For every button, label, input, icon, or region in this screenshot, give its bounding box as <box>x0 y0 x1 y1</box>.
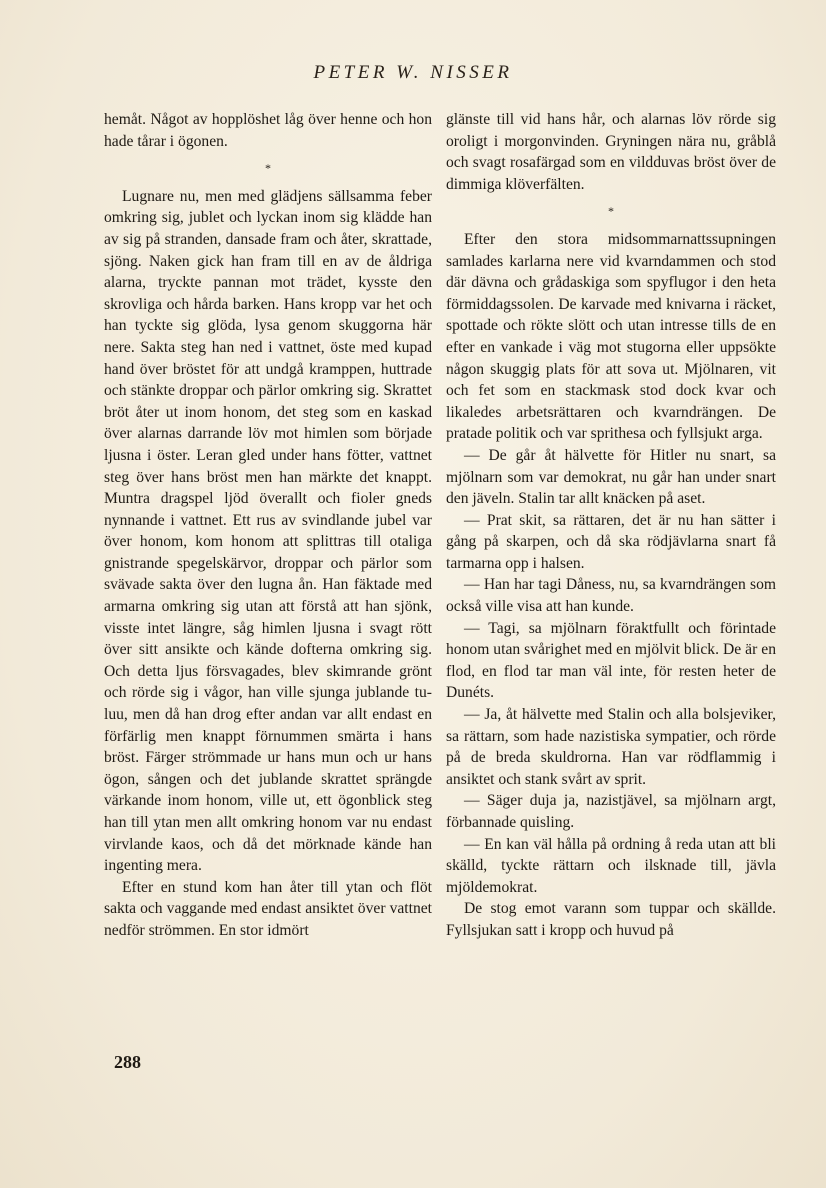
running-head-title: PETER W. NISSER <box>313 62 513 83</box>
paragraph: Efter en stund kom han åter till ytan och flöt sakta och vaggande med endast ansiktet över vattnet nedför strömmen. En stor idmört <box>104 878 432 939</box>
paragraph: De stog emot varann som tuppar och skällde. Fyllsjukan satt i kropp och huvud på <box>446 900 776 939</box>
dialogue-line: — Säger duja ja, nazistjävel, sa mjölnarn argt, förbannade quisling. <box>446 792 776 831</box>
paragraph: Efter den stora midsommarnattssupningen samlades karlarna nere vid kvarndammen och stod där dävna och grådaskiga som spyflugor i den heta förmiddagssolen. De karvade med knivarna i räcket, spottade och rökte slött och utan intresse tills de en efter en vankade i väg mot stugorna eller uppsökte någon skuggig plats för att sova ut. Mjölnaren, vit och fet som en stackmask stod dock kvar och likaledes arbetsrättaren och kvarndrängen. De pratade politik och var sprithesa och fyllsjukt arga. <box>446 230 776 443</box>
page-number: 288 <box>114 1052 141 1072</box>
dialogue-line: — En kan väl hålla på ordning å reda utan att bli skälld, tyckte rättarn och ilsknade till, jävla mjöldemokrat. <box>446 835 776 896</box>
paragraph: Lugnare nu, men med glädjens sällsamma feber omkring sig, jublet och lyckan inom sig klädde han av sig på stranden, dansade fram och åter, skrattade, sjöng. Naken gick han fram till en av de åldriga alarna, tryckte pannan mot trädet, kysste den skrovliga och hårda barken. Hans kropp var het och han tyckte sig glöda, lysa genom skuggorna här nere. Sakta steg han ned i vattnet, öste med kupad hand över bröstet för att undgå kramppen, huttrade och stänkte droppar och pärlor omkring sig. Skrattet bröt åter ut inom honom, det steg som en kaskad över alarnas darrande löv mot himlen som började ljusna i öster. Leran gled under hans fötter, vattnet steg över hans bröst men han märkte det knappt. Muntra dragspel ljöd överallt och fioler gneds nynnande i vattnet. Ett rus av svindlande jubel var över honom, kom honom att splittras till otaliga gnistrande spegelskärvor, droppar och pärlor som svävade sakta över den lugna ån. Han fäktade med armarna omkring sig utan att förstå att han sjönk, visste intet längre, såg himlen ljusna i svagt rött över sitt ansikte och kände dofterna omkring sig. Och detta ljus försvagades, blev skimrande grönt och rörde sig i vågor, han ville sjunga jublande tu-luu, men då han drog efter andan var allt endast en förfärlig men knappt förnummen smärta i hans bröst. Färger strömmade ur hans mun och ur hans ögon, sången och det jublande skrattet sprängde värkande inom honom, ville ut, ett ögonblick steg han till ytan men allt omkring honom var nu endast virvlande kaos, och då det mörknade kände han ingenting mera. <box>104 187 432 875</box>
dialogue-line: — Ja, åt hälvette med Stalin och alla bolsjeviker, sa rättarn, som hade nazistiska sympatier, och rörde på de breda skuldrorna. Han var rödflammig i ansiktet och stank svårt av sprit. <box>446 706 776 788</box>
paragraph: glänste till vid hans hår, och alarnas löv rörde sig oroligt i morgonvinden. Gryningen nära nu, gråblå och svagt rosafärgad som en vildduvas bröst över de dimmiga klöverfälten. <box>446 111 776 193</box>
paragraph: hemåt. Något av hopplöshet låg över henne och hon hade tårar i ögonen. <box>104 111 432 150</box>
dialogue-line: — Han har tagi Dåness, nu, sa kvarndrängen som också ville visa att han kunde. <box>446 576 776 616</box>
dialogue-line: — Prat skit, sa rättaren, det är nu han sätter i gång på skarpen, och då ska rödjävlarna snart få tarmarna opp i halsen. <box>446 511 776 572</box>
left-text-column <box>104 109 432 942</box>
dialogue-line: — De går åt hälvette för Hitler nu snart, sa mjölnarn som var demokrat, nu går han under snart den jäveln. Stalin tar allt knäcken på aset. <box>446 446 776 508</box>
section-separator: * <box>608 204 614 219</box>
section-separator: * <box>265 161 271 176</box>
dialogue-line: — Tagi, sa mjölnarn föraktfullt och förintade honom utan svårighet med en mjölvit blick. De är en flod, en flod tar man väl inte, för resten heter de Dunéts. <box>446 619 776 702</box>
right-text-column <box>446 109 776 942</box>
